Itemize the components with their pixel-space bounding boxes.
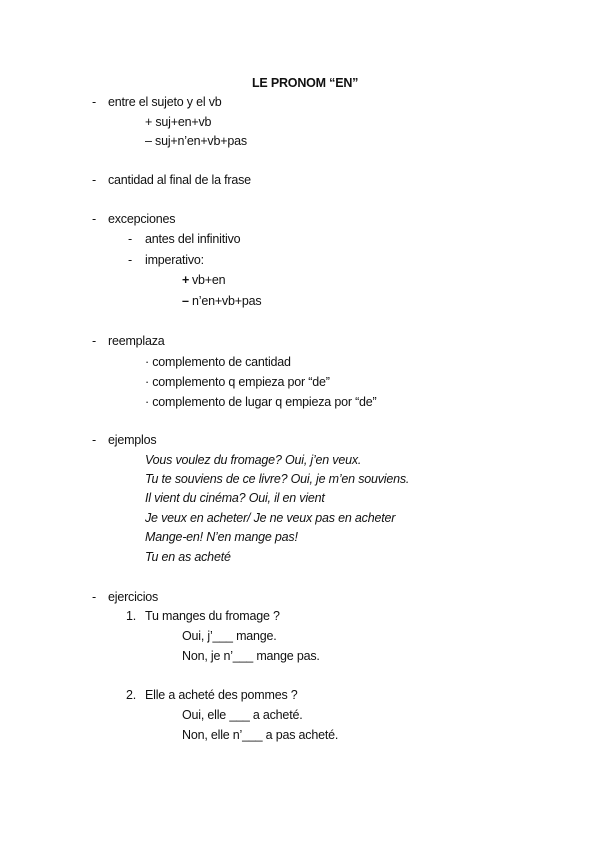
bullet: -: [92, 590, 96, 604]
exercise-answer: Non, je n’___ mange pas.: [182, 649, 320, 663]
list-item: · complemento de cantidad: [145, 355, 291, 369]
bullet: -: [92, 212, 96, 226]
exercise-number: 2.: [126, 688, 137, 702]
section-heading-excepciones: excepciones: [108, 212, 176, 226]
list-item: antes del infinitivo: [145, 232, 241, 246]
list-item: · complemento de lugar q empieza por “de”: [145, 395, 377, 409]
example-sentence: Tu en as acheté: [145, 550, 231, 564]
rule-line: vb+en: [192, 273, 226, 287]
rule-line: + suj+en+vb: [145, 115, 212, 129]
bullet: -: [92, 433, 96, 447]
sign-minus: –: [182, 294, 189, 308]
sub-bullet: -: [128, 253, 132, 267]
list-item: · complemento q empieza por “de”: [145, 375, 330, 389]
exercise-question: Tu manges du fromage ?: [145, 609, 280, 623]
section-heading-reemplaza: reemplaza: [108, 334, 165, 348]
section-heading-ejemplos: ejemplos: [108, 433, 157, 447]
example-sentence: Je veux en acheter/ Je ne veux pas en acheter: [145, 511, 396, 525]
bullet: -: [92, 95, 96, 109]
exercise-answer: Oui, j’___ mange.: [182, 629, 277, 643]
section-heading-cantidad: cantidad al final de la frase: [108, 173, 251, 187]
section-heading-sujeto: entre el sujeto y el vb: [108, 95, 222, 109]
example-sentence: Vous voulez du fromage? Oui, j’en veux.: [145, 453, 362, 467]
exercise-answer: Oui, elle ___ a acheté.: [182, 708, 303, 722]
bullet: -: [92, 334, 96, 348]
example-sentence: Mange-en! N’en mange pas!: [145, 530, 298, 544]
example-sentence: Tu te souviens de ce livre? Oui, je m’en souviens.: [145, 472, 410, 486]
rule-line: – suj+n’en+vb+pas: [145, 134, 247, 148]
rule-line: n’en+vb+pas: [192, 294, 262, 308]
section-heading-ejercicios: ejercicios: [108, 590, 159, 604]
sub-bullet: -: [128, 232, 132, 246]
list-item: imperativo:: [145, 253, 204, 267]
exercise-question: Elle a acheté des pommes ?: [145, 688, 298, 702]
example-sentence: Il vient du cinéma? Oui, il en vient: [145, 491, 325, 505]
exercise-number: 1.: [126, 609, 137, 623]
sign-plus: +: [182, 273, 190, 287]
exercise-answer: Non, elle n’___ a pas acheté.: [182, 728, 339, 742]
page-title: LE PRONOM “EN”: [252, 76, 359, 90]
bullet: -: [92, 173, 96, 187]
